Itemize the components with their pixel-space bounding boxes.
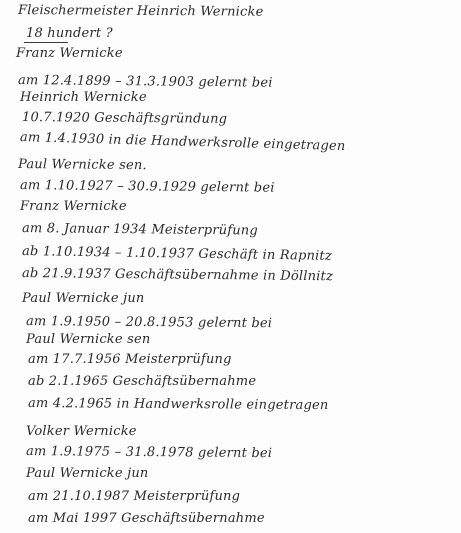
line-11: am 8. Januar 1934 Meisterprüfung — [21, 221, 258, 239]
line-15: am 1.9.1950 – 20.8.1953 gelernt bei — [25, 314, 273, 332]
line-18: ab 2.1.1965 Geschäftsübernahme — [28, 374, 257, 389]
line-22: Paul Wernicke jun — [26, 466, 149, 481]
line-10: Franz Wernicke — [20, 199, 127, 214]
line-16: Paul Wernicke sen — [26, 332, 151, 347]
line-24: am Mai 1997 Geschäftsübernahme — [28, 511, 265, 526]
line-9: am 1.10.1927 – 30.9.1929 gelernt bei — [19, 178, 275, 196]
line-1: Fleischermeister Heinrich Wernicke — [17, 3, 264, 20]
line-4: am 12.4.1899 – 31.3.1903 gelernt bei — [17, 73, 273, 91]
line-2: 18 hundert ? — [26, 26, 113, 41]
line-6: 10.7.1920 Geschäftsgründung — [21, 110, 228, 127]
line-21: am 1.9.1975 – 31.8.1978 gelernt bei — [25, 444, 273, 462]
line-20: Volker Wernicke — [26, 424, 137, 439]
underline-line-2 — [24, 42, 68, 43]
line-5: Heinrich Wernicke — [20, 90, 147, 105]
line-23: am 21.10.1987 Meisterprüfung — [28, 489, 241, 504]
line-7: am 1.4.1930 in die Handwerksrolle eingetragen — [19, 130, 346, 155]
line-8: Paul Wernicke sen. — [17, 157, 147, 174]
line-19: am 4.2.1965 in Handwerksrolle eingetragen — [27, 396, 329, 414]
line-13: ab 21.9.1937 Geschäftsübernahme in Döllnitz — [21, 266, 334, 285]
line-17: am 17.7.1956 Meisterprüfung — [28, 352, 232, 367]
line-3: Franz Wernicke — [16, 46, 123, 61]
line-12: ab 1.10.1934 – 1.10.1937 Geschäft in Rapnitz — [21, 244, 333, 264]
line-14: Paul Wernicke jun — [22, 291, 145, 306]
